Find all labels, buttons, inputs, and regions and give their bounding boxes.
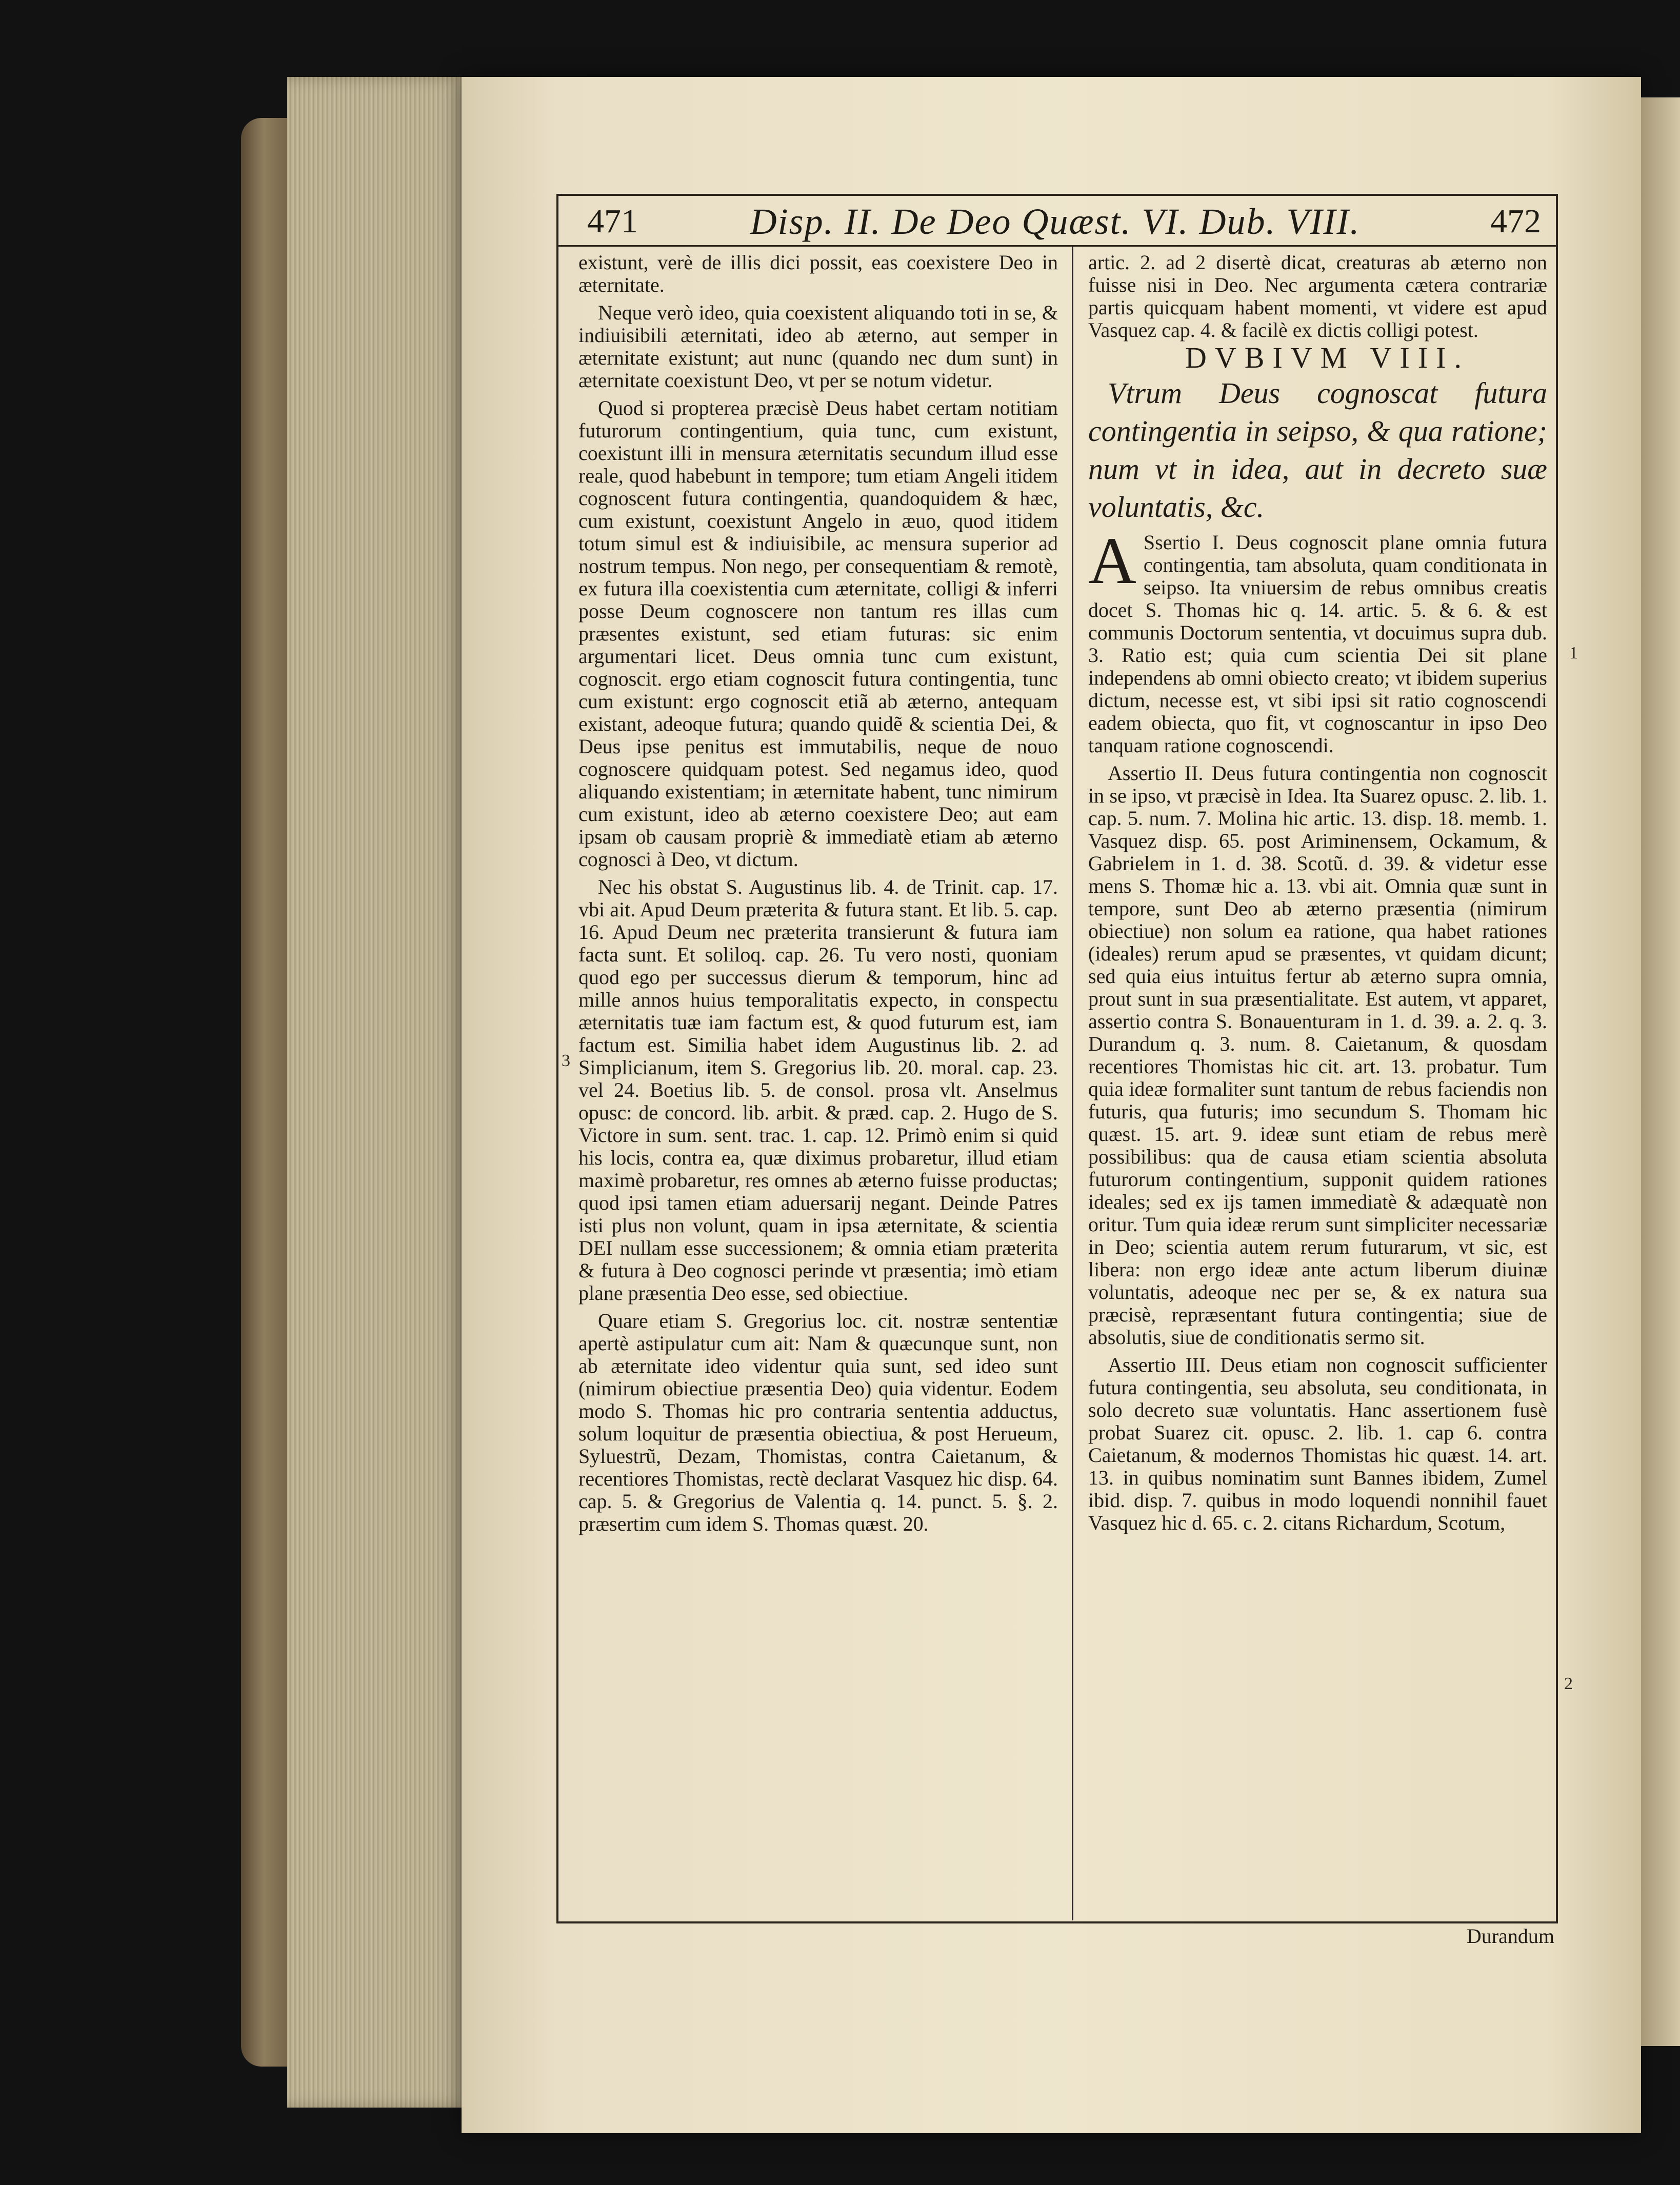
folio-left: 471	[587, 203, 638, 240]
facing-page-edge	[1641, 97, 1680, 2046]
page-block-edge	[287, 77, 472, 2108]
paragraph: artic. 2. ad 2 disertè dicat, creaturas ab æterno non fuisse nisi in Deo. Nec argumenta cætera contrariæ partis quicquam habent momenti, vt videre est apud Vasquez cap. 4. & facilè ex dictis colligi potest.	[1088, 251, 1547, 342]
paragraph: existunt, verè de illis dici possit, eas coexistere Deo in æternitate.	[578, 251, 1058, 296]
paragraph: Neque verò ideo, quia coexistent aliquando toti in se, & indiuisibili æternitati, ideo ab æterno, aut semper in æternitate existunt; aut nunc (quando nec dum sunt) in æternitate coexistunt Deo, vt per se notum videtur.	[578, 301, 1058, 392]
folio-right: 472	[1490, 203, 1541, 240]
catchword: Durandum	[1466, 1925, 1554, 1948]
paragraph: Quare etiam S. Gregorius loc. cit. nostræ sententiæ apertè astipulatur cum ait: Nam & quæcunque sunt, non ab æternitate ideo videntur quia sunt, sed ideo sunt (nimirum obiectiue præsentia Deo) quia videntur. Eodem modo S. Thomas hic pro contraria sententia adductus, solum loquitur de præsentia obiectiua, & post Herueum, Syluestrũ, Dezam, Thomistas, contra Caietanum, & recentiores Thomistas, rectè declarat Vasquez hic disp. 64. cap. 5. & Gregorius de Valentia q. 14. punct. 5. §. 2. præsertim cum idem S. Thomas quæst. 20.	[578, 1309, 1058, 1535]
drop-cap: A	[1088, 524, 1136, 598]
assertion-1	[1088, 524, 1547, 757]
dubium-heading: DVBIVM VIII.	[1185, 341, 1470, 374]
question-title: Vtrum Deus cognoscat futura contingentia in seipso, & qua ratione; num vt in idea, aut in decreto suæ voluntatis, &c.	[1088, 376, 1547, 524]
margin-number: 2	[1564, 1674, 1573, 1693]
assertion-1-text: Ssertio I. Deus cognoscit plane omnia futura contingentia, tam absoluta, quam conditionata in seipso. Ita vniuersim de rebus omnibus creatis docet S. Thomas hic q. 14. artic. 5. & 6. & est communis Doctorum sententia, vt docuimus supra dub. 3. Ratio est; quia cum scientia Dei sit plane independens ab omni obiecto creato; vt ibidem superius dictum, necesse est, vt sibi ipsi sit ratio cognoscendi eadem obiecta, quo fit, vt cognoscantur in ipso Deo tanquam ratione cognoscendi.	[1088, 531, 1547, 757]
assertion-2: Assertio II. Deus futura contingentia non cognoscit in se ipso, vt præcisè in Idea. Ita Suarez opusc. 2. lib. 1. cap. 5. num. 7. Molina hic artic. 13. disp. 18. memb. 1. Vasquez disp. 65. post Ariminensem, Ockamum, & Gabrielem in 1. d. 38. Scotũ. d. 39. & videtur esse mens S. Thomæ hic a. 13. vbi ait. Omnia quæ sunt in tempore, sunt Deo ab æterno præsentia (nimirum obiectiue) non solum ea ratione, qua habet rationes (ideales) rerum apud se præsentes, vt quidam dicunt; sed quia eius intuitus fertur ab æterno supra omnia, prout sunt in sua præsentialitate. Est autem, vt apparet, assertio contra S. Bonauenturam in 1. d. 39. a. 2. q. 3. Durandum q. 3. num. 8. Caietanum, & quosdam recentiores Thomistas hic cit. art. 13. probatur. Tum quia ideæ formaliter sunt tantum de rebus faciendis non futuris, qua futuris; imo secundum S. Thomam hic quæst. 15. art. 9. ideæ sunt etiam de rebus merè possibilibus: qua de causa etiam scientia absoluta futurorum contingentium, supponit quidem rationes ideales; sed ex ijs tamen immediatè & adæquatè non oritur. Tum quia ideæ rerum sunt simpliciter necessariæ in Deo; scientia autem rerum futurarum, vt sic, est libera: non ergo ideæ ante actum liberum diuinæ voluntatis, adeoque nec per se, & ex natura sua præcisè, repræsentant futura contingentia; siue de absolutis, siue de conditionatis sermo sit.	[1088, 761, 1547, 1349]
running-header	[556, 201, 1554, 242]
paragraph: Quod si propterea præcisè Deus habet certam notitiam futurorum contingentium, quia tunc, cum existunt, coexistunt illi in mensura æternitatis secundum illud esse reale, quod habebunt in tempore; tum etiam Angeli itidem cognoscent futura contingentia, quandoquidem & hæc, cum existunt, coexistunt Angelo in æuo, quod itidem totum simul est & indiuisibile, ac mensura superior ad nostrum tempus. Non nego, per consequentiam & remotè, ex futura illa coexistentia cum æternitate, colligi & inferri posse Deum cognoscere non tantum res illas cum præsentes existunt, sed etiam futuras: sic enim argumentari licet. Deus omnia tunc cum existunt, cognoscit. ergo etiam cognoscit futura contingentia, tunc cum existunt: ergo cognoscit etiã ab æterno, antequam existant, adeoque futura; quando quidẽ & scientia Dei, & Deus ipse penitus est immutabilis, neque de nouo cognoscere quidquam potest. Sed negamus ideo, quod aliquando existentiam; in æternitate habent, tunc nimirum cum existunt, ideo ab æterno coexistere Deo; aut eam ipsam ob causam propriè & immediatè etiam ab æterno cognosci à Deo, vt dictum.	[578, 396, 1058, 871]
column-divider	[1072, 245, 1073, 1920]
header-rule	[556, 245, 1558, 247]
running-title: Disp. II. De Deo Quæst. VI. Dub. VIII.	[750, 201, 1361, 242]
assertion-3: Assertio III. Deus etiam non cognoscit sufficienter futura contingentia, seu absoluta, seu conditionata, in solo decreto suæ voluntatis. Hanc assertionem fusè probat Suarez cit. opusc. 2. lib. 1. cap 6. contra Caietanum, & modernos Thomistas hic quæst. 14. art. 13. in quibus nominatim sunt Bannes ibidem, Zumel ibid. disp. 7. quibus in modo loquendi nonnihil fauet Vasquez hic d. 65. c. 2. citans Richardum, Scotum,	[1088, 1353, 1547, 1534]
margin-number: 3	[562, 1051, 570, 1070]
margin-number: 1	[1569, 644, 1578, 663]
left-column	[578, 251, 1058, 1913]
right-column	[1088, 251, 1547, 1913]
paragraph: Nec his obstat S. Augustinus lib. 4. de Trinit. cap. 17. vbi ait. Apud Deum præterita & futura stant. Et lib. 5. cap. 16. Apud Deum nec præterita transierunt & futura iam facta sunt. Et soliloq. cap. 26. Tu vero nosti, quoniam quod ego per successus dierum & temporum, hinc ad mille annos huius temporalitatis expecto, in conspectu æternitatis tuæ iam factum est, & quod futurum est, iam factum est. Similia habet idem Augustinus lib. 2. ad Simplicianum, item S. Gregorius lib. 20. moral. cap. 23. vel 24. Boetius lib. 5. de consol. prosa vlt. Anselmus opusc: de concord. lib. arbit. & præd. cap. 2. Hugo de S. Victore in sum. sent. trac. 1. cap. 12. Primò enim si quid his locis, contra ea, quæ diximus probaretur, illud etiam maximè probaretur, res omnes ab æterno fuisse productas; quod ipsi tamen etiam aduersarij negant. Deinde Patres isti plus non volunt, quam in ipsa æternitate, & scientia DEI nullam esse successionem; & omnia etiam præterita & futura à Deo cognosci perinde vt præsentia; imò etiam plane præsentia Deo esse, sed obiectiue.	[578, 875, 1058, 1305]
